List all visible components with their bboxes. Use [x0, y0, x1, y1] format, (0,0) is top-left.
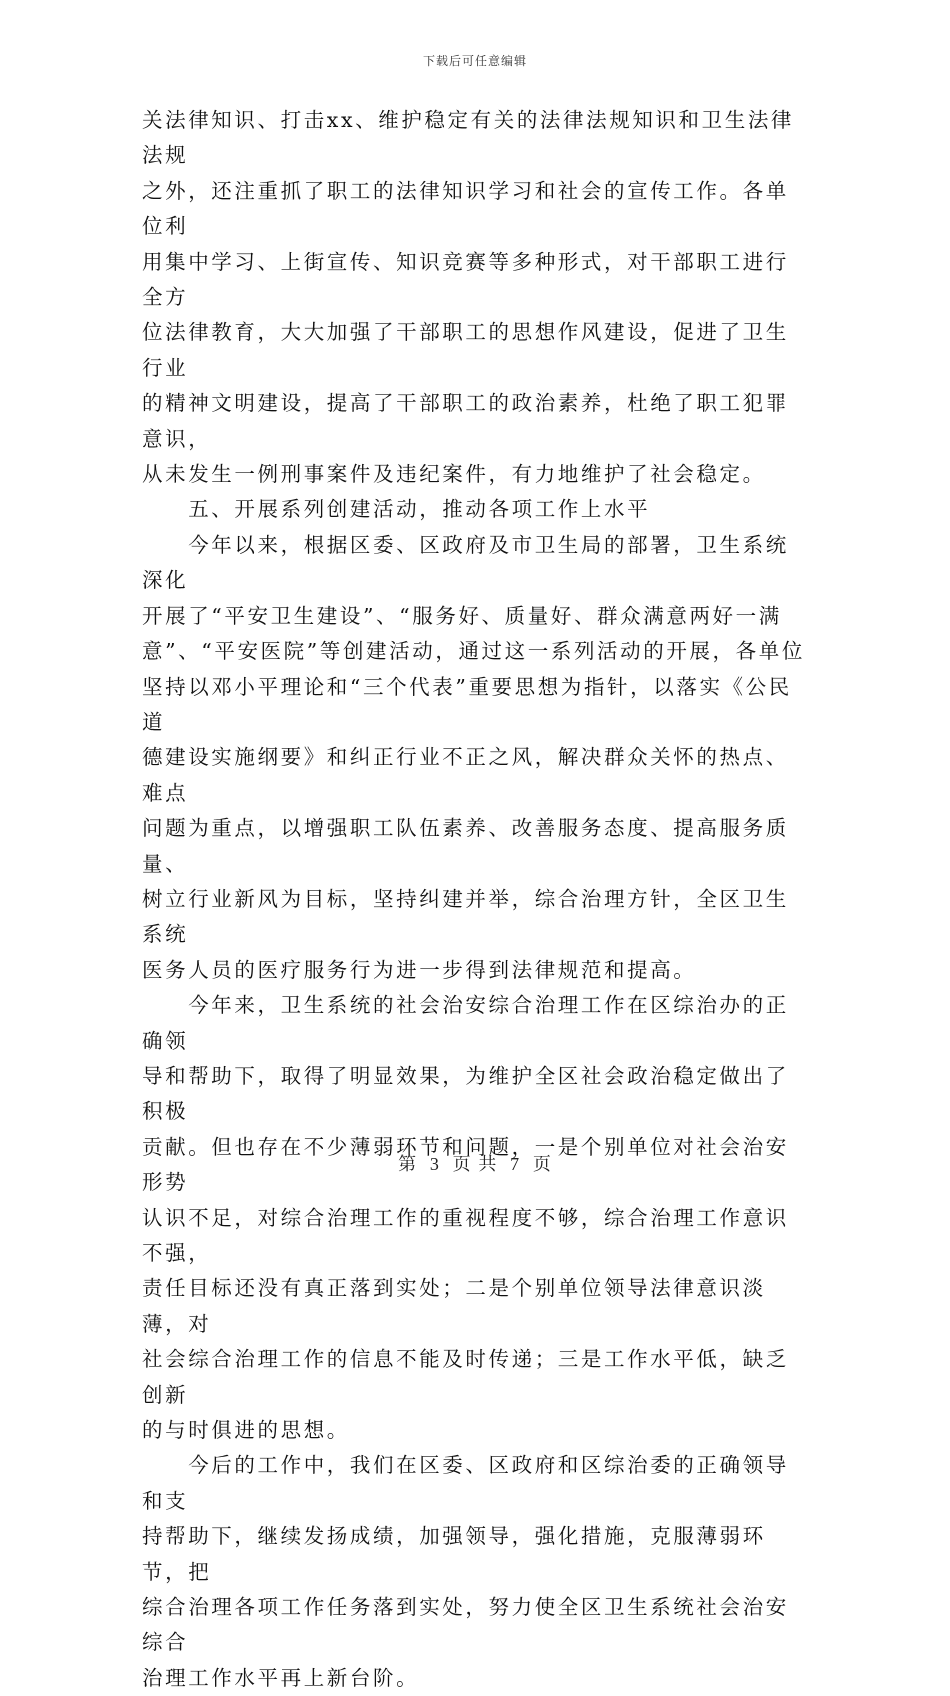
section-heading: 五、开展系列创建活动，推动各项工作上水平: [142, 497, 651, 522]
footer-prefix: 第: [398, 1154, 418, 1175]
footer-suffix: 页: [532, 1154, 552, 1175]
page-header: 下载后可任意编辑: [422, 54, 527, 68]
footer-current-page: 3: [429, 1154, 440, 1174]
document-body: [142, 103, 810, 1696]
paragraph-3: 今年来，卫生系统的社会治安综合治理工作在区综治办的正确领 导和帮助下，取得了明显效果，为维护全区社会政治稳定做出了积极 贡献。但也存在不少薄弱环节和问题，一是个别单位对社会治安形势 认识不足，对综合治理工作的重视程度不够，综合治理工作意识不强， 责任目标还没有真正落到实处；二是个别单位领导法律意识淡薄，对 社会综合治理工作的信息不能及时传递；三是工作水平低，缺乏创新 的与时俱进的思想。: [142, 993, 789, 1443]
footer-middle: 页 共: [452, 1154, 498, 1175]
paragraph-1: 关法律知识、打击xx、维护稳定有关的法律法规知识和卫生法律法规 之外，还注重抓了职工的法律知识学习和社会的宣传工作。各单位利 用集中学习、上街宣传、知识竞赛等多种形式，对干部职工进行全方 位法律教育，大大加强了干部职工的思想作风建设，促进了卫生行业 的精神文明建设，提高了干部职工的政治素养，杜绝了职工犯罪意识， 从未发生一例刑事案件及违纪案件，有力地维护了社会稳定。: [142, 108, 795, 487]
paragraph-4: 今后的工作中，我们在区委、区政府和区综治委的正确领导和支 持帮助下，继续发扬成绩，加强领导，强化措施，克服薄弱环节，把 综合治理各项工作任务落到实处，努力使全区卫生系统社会治安综合 治理工作水平再上新台阶。: [142, 1453, 789, 1690]
footer-total-pages: 7: [510, 1154, 521, 1174]
page-footer: [0, 1150, 950, 1176]
paragraph-2: 今年以来，根据区委、区政府及市卫生局的部署，卫生系统深化 开展了“平安卫生建设”、“服务好、质量好、群众满意两好一满 意”、“平安医院”等创建活动，通过这一系列活动的开展，各单位 坚持以邓小平理论和“三个代表”重要思想为指针，以落实《公民道 德建设实施纲要》和纠正行业不正之风，解决群众关怀的热点、难点 问题为重点，以增强职工队伍素养、改善服务态度、提高服务质量、 树立行业新风为目标，坚持纠建并举，综合治理方针，全区卫生系统 医务人员的医疗服务行为进一步得到法律规范和提高。: [142, 532, 805, 982]
